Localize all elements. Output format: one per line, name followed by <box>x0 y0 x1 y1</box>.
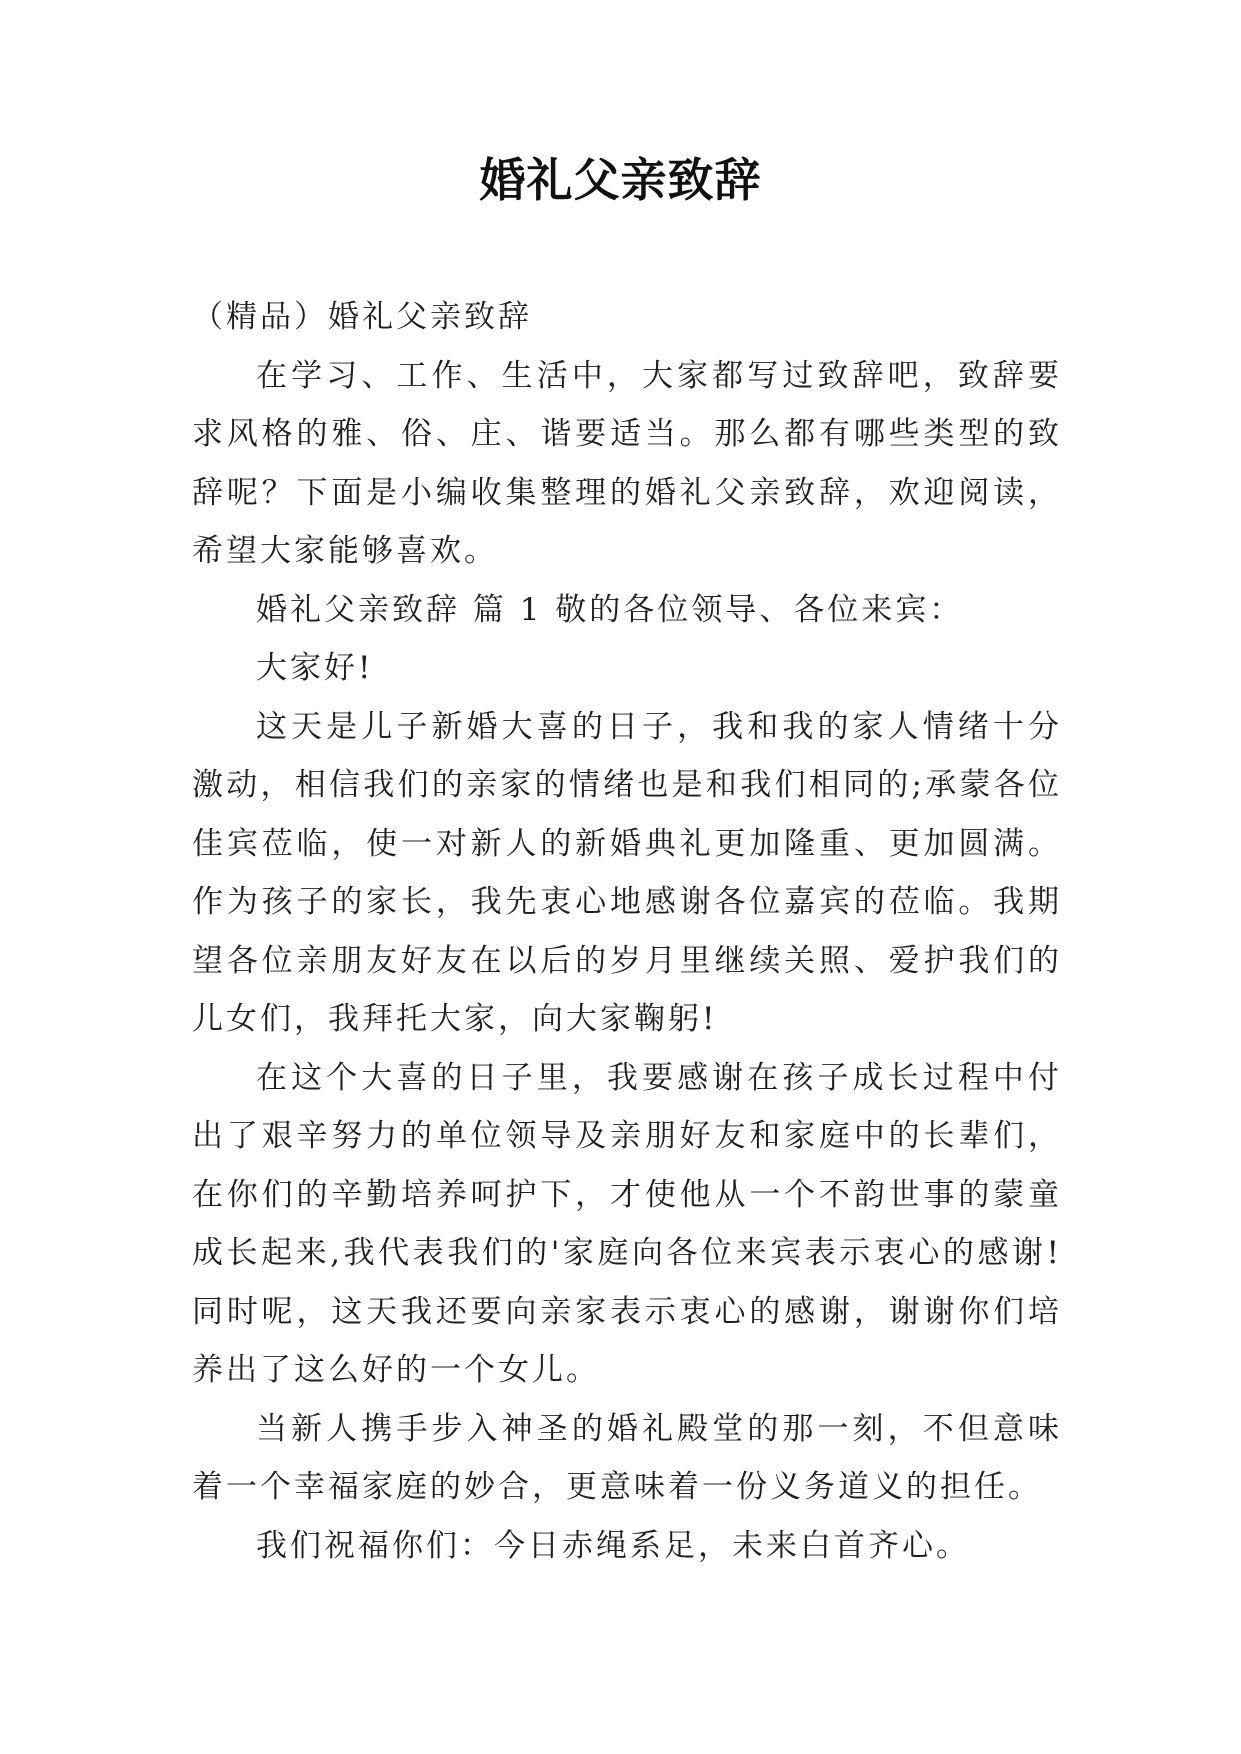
paragraph-intro: 在学习、工作、生活中，大家都写过致辞吧，致辞要求风格的雅、俗、庄、谐要适当。那么都有哪些类型的致辞呢？下面是小编收集整理的婚礼父亲致辞，欢迎阅读，希望大家能够喜欢。 <box>192 357 1062 569</box>
paragraph-body-3: 当新人携手步入神圣的婚礼殿堂的那一刻，不但意味着一个幸福家庭的妙合，更意味着一份义务道义的担任。 <box>192 1410 1062 1505</box>
document-title: 婚礼父亲致辞 <box>479 153 762 207</box>
paragraph-body-2: 在这个大喜的日子里，我要感谢在孩子成长过程中付出了艰辛努力的单位领导及亲朋好友和家庭中的长辈们，在你们的辛勤培养呵护下，才使他从一个不韵世事的蒙童成长起来,我代表我们的'家庭向各位来宾表示衷心的感谢!同时呢，这天我还要向亲家表示衷心的感谢，谢谢你们培养出了这么好的一个女儿。 <box>192 1059 1062 1388</box>
paragraph-greeting: 大家好! <box>256 650 374 686</box>
paragraph-section-heading: 婚礼父亲致辞 篇 1 敬的各位领导、各位来宾： <box>256 591 964 628</box>
paragraph-subtitle: （精品）婚礼父亲致辞 <box>192 299 532 335</box>
document-body <box>192 288 1062 1575</box>
paragraph-body-1: 这天是儿子新婚大喜的日子，我和我的家人情绪十分激动，相信我们的亲家的情绪也是和我们相同的;承蒙各位佳宾莅临，使一对新人的新婚典礼更加隆重、更加圆满。作为孩子的家长，我先衷心地感谢各位嘉宾的莅临。我期望各位亲朋友好友在以后的岁月里继续关照、爱护我们的儿女们，我拜托大家，向大家鞠躬! <box>192 708 1062 1037</box>
paragraph-blessing: 我们祝福你们：今日赤绳系足，未来白首齐心。 <box>256 1527 970 1564</box>
